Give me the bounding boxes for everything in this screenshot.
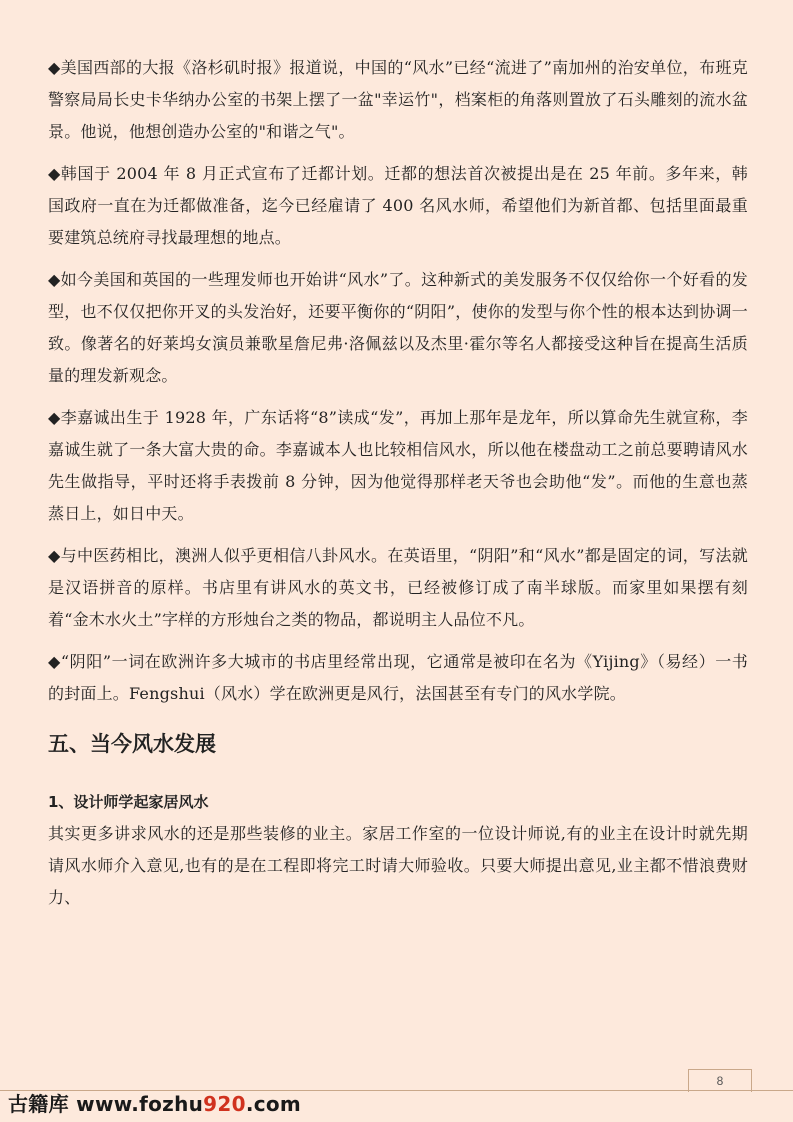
paragraph-australia: ◆与中医药相比，澳洲人似乎更相信八卦风水。在英语里，“阴阳”和“风水”都是固定的词，写法就是汉语拼音的原样。书店里有讲风水的英文书，已经被修订成了南半球版。而家里如果摆有刻着“金木水火土”字样的方形烛台之类的物品，都说明主人品位不凡。 — [48, 546, 748, 629]
paragraph-korea-capital: ◆韩国于 2004 年 8 月正式宣布了迁都计划。迁都的想法首次被提出是在 25 年前。多年来，韩国政府一直在为迁都做准备，迄今已经雇请了 400 名风水师，希望他们为新首都、包括里面最重要建筑总统府寻找最理想的地点。 — [48, 164, 748, 247]
section-heading: 五、当今风水发展 — [48, 732, 216, 756]
paragraph-la-times: ◆美国西部的大报《洛杉矶时报》报道说，中国的“风水”已经“流进了”南加州的治安单位，布班克警察局局长史卡华纳办公室的书架上摆了一盆"幸运竹"，档案柜的角落则置放了石头雕刻的流水盆景。他说，他想创造办公室的"和谐之气"。 — [48, 58, 748, 141]
page-number: 8 — [688, 1069, 752, 1092]
watermark-suffix: .com — [245, 1092, 302, 1116]
site-watermark — [8, 1088, 301, 1117]
paragraph-europe: ◆“阴阳”一词在欧洲许多大城市的书店里经常出现，它通常是被印在名为《Yijing》（易经）一书的封面上。Fengshui（风水）学在欧洲更是风行，法国甚至有专门的风水学院。 — [48, 652, 748, 703]
paragraph-barbers: ◆如今美国和英国的一些理发师也开始讲“风水”了。这种新式的美发服务不仅仅给你一个好看的发型，也不仅仅把你开叉的头发治好，还要平衡你的“阴阳”，使你的发型与你个性的根本达到协调一致。像著名的好莱坞女演员兼歌星詹尼弗·洛佩兹以及杰里·霍尔等名人都接受这种旨在提高生活质量的理发新观念。 — [48, 270, 748, 385]
watermark-number: 920 — [203, 1092, 246, 1116]
paragraph-designers: 其实更多讲求风水的还是那些装修的业主。家居工作室的一位设计师说,有的业主在设计时就先期请风水师介入意见,也有的是在工程即将完工时请大师验收。只要大师提出意见,业主都不惜浪费财力、 — [48, 824, 748, 907]
watermark-prefix: 古籍库 www.fozhu — [8, 1092, 204, 1116]
paragraph-li-ka-shing: ◆李嘉诚出生于 1928 年，广东话将“8”读成“发”，再加上那年是龙年，所以算命先生就宣称，李嘉诚生就了一条大富大贵的命。李嘉诚本人也比较相信风水，所以他在楼盘动工之前总要聘请风水先生做指导，平时还将手表拨前 8 分钟，因为他觉得那样老天爷也会助他“发”。而他的生意也蒸蒸日上，如日中天。 — [48, 408, 748, 523]
sub-heading: 1、设计师学起家居风水 — [48, 793, 209, 811]
document-body — [48, 52, 748, 924]
